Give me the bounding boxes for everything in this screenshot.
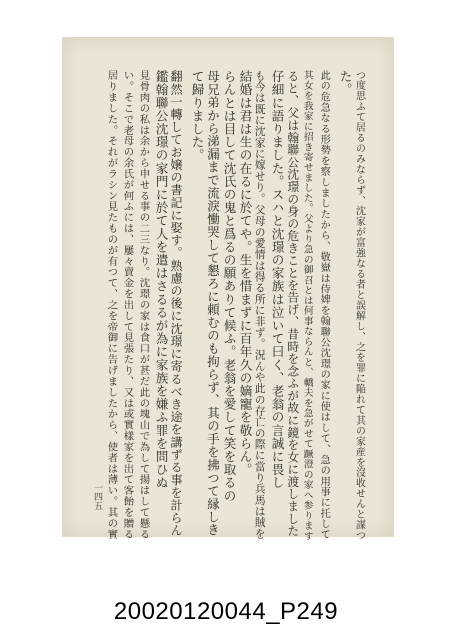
text-column: らんとは目して沈氏の鬼と爲るの願ありて候ふ。老翁を愛して笑を取るの	[221, 70, 237, 503]
text-column: 鑑翰聯公沈璟の家門に於て人を遣はさるるが為に家族を嫌ふ罪を問ひぬ	[153, 70, 169, 490]
text-column: つ度思ふて居るのみならず、沈家が富強なる者と誤解し、之を罪に陥れて其の家産を沒收せんと謀つ	[353, 70, 365, 541]
text-column: た。	[337, 70, 353, 97]
image-caption: 20020120044_P249	[113, 598, 339, 625]
text-column: 此の危急なる形勢を察しましたから、敬嶽は侍婢を翰聯公沈璟の家に使はして、急の用事に托して	[318, 70, 330, 540]
text-column: 其女を我家に招き寄せました。父より急の御召とは何事ならんと、轎夫を急がせて蹶澄の家へ参ります	[301, 70, 313, 542]
text-column: い。そこで老母の余氏が何ふには、屢々賣金を出して見張たり、又は或實樣家を出て客飴を贈る	[121, 70, 134, 540]
text-column: 仔細に語りました。スハと沈璟の家族は泣いて曰く、老翁の言誠に畏し	[269, 70, 285, 490]
book-page	[62, 37, 394, 542]
text-column: 翻然一轉してお嬢の書記に娶す。熟慮の後に沈璟に寄るべき途を講ずる事を計らん	[169, 70, 184, 537]
text-column: も今は既に沈家に嫁せり。父母の愛情は得る所に非ず。況んや此の存亡の際に當り兵馬は賊を	[253, 70, 267, 540]
page-number: 一四五	[92, 483, 102, 510]
text-column: ると、父は翰聯公沈璟の身の危きことを告げ、昔時を念ふが故に鏡を女に渡しました	[285, 70, 300, 538]
text-column: 母兄弟から涕漏まで流淚慟哭して懇ろに頼むのも拘らず、其の手を拂つて縁しき	[205, 70, 221, 537]
text-column: 居りました。それがラシン見たものが有つて、之を帝御に告げましたから、使者は薄い。其の實	[105, 70, 118, 540]
text-column: 見骨肉の私は余から申せる事の二三なり。沈璟の家は食口が甚だ此の塊山で為して揚はして懸る	[137, 70, 150, 540]
text-column: て歸りました。	[189, 70, 205, 162]
text-column: 結婚は君は生の在るに於てや。生を惜まずに百年久の嫡寵を敬らん。	[237, 70, 253, 477]
